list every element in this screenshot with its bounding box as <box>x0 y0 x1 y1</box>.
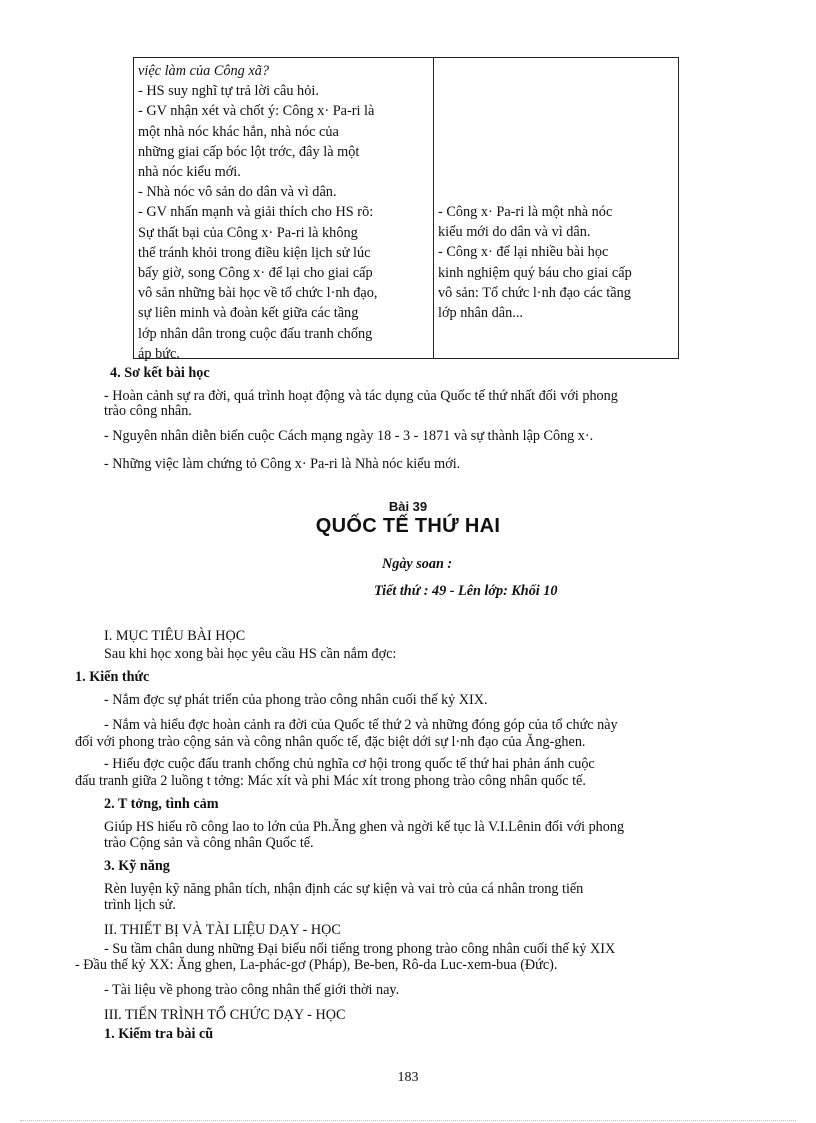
table-left-line: thể tránh khỏi trong điều kiện lịch sử lúc <box>138 244 371 261</box>
summary-item: - Hoàn cảnh sự ra đời, quá trình hoạt động và tác dụng của Quốc tế thứ nhất đối với phong <box>104 388 618 404</box>
subsection-heading: 1. Kiến thức <box>75 669 150 685</box>
section-heading: III. TIẾN TRÌNH TỔ CHỨC DẠY - HỌC <box>104 1007 346 1023</box>
table-left-line: vô sản những bài học về tổ chức l·nh đạo, <box>138 285 378 302</box>
paragraph: Sau khi học xong bài học yêu cầu HS cần nắm đợc: <box>104 646 397 662</box>
table-left-line: sự liên minh và đoàn kết giữa các tầng <box>138 305 359 322</box>
table-right-line: - Công x· Pa-ri là một nhà nóc <box>438 204 613 220</box>
table-right-line: - Công x· để lại nhiều bài học <box>438 244 609 261</box>
table-left-line: lớp nhân dân trong cuộc đấu tranh chống <box>138 325 373 342</box>
summary-heading: 4. Sơ kết bài học <box>110 365 210 381</box>
table-right-line: lớp nhân dân... <box>438 305 523 322</box>
teacher-student-activities-column <box>134 58 434 362</box>
table-right-line: kinh nghiệm quý báu cho giai cấp <box>438 264 632 281</box>
lesson-date: Ngày soan : <box>382 556 453 572</box>
section-heading: II. THIẾT BỊ VÀ TÀI LIỆU DẠY - HỌC <box>104 922 341 938</box>
paragraph: đấu tranh giữa 2 luồng t tởng: Mác xít và phi Mác xít trong phong trào công nhân quốc tế. <box>75 773 586 789</box>
summary-item: trào công nhân. <box>104 403 192 419</box>
paragraph: - Nắm đợc sự phát triển của phong trào công nhân cuối thế kỷ XIX. <box>104 692 488 708</box>
table-right-line: vô sản: Tổ chức l·nh đạo các tầng <box>438 284 631 301</box>
paragraph: - Hiểu đợc cuộc đấu tranh chống chủ nghĩa cơ hội trong quốc tế thứ hai phản ánh cuộc <box>104 756 595 772</box>
paragraph: - Su tầm chân dung những Đại biểu nổi tiếng trong phong trào công nhân cuối thế kỷ XIX <box>104 941 616 957</box>
section-heading: I. MỤC TIÊU BÀI HỌC <box>104 628 246 644</box>
paragraph: Giúp HS hiểu rõ công lao to lớn của Ph.Ăng ghen và ngời kế tục là V.I.Lênin đối với phong <box>104 819 625 835</box>
table-left-line: - GV nhận xét và chốt ý: Công x· Pa-ri là <box>138 103 375 120</box>
activity-table <box>133 57 679 362</box>
table-left-line: Sự thất bại của Công x· Pa-ri là không <box>138 224 358 241</box>
table-left-line: một nhà nóc khác hẳn, nhà nóc của <box>138 123 339 140</box>
key-knowledge-column <box>434 58 678 358</box>
subsection-heading: 2. T tởng, tình cảm <box>104 796 219 812</box>
subsection-heading: 3. Kỹ năng <box>104 858 170 874</box>
table-left-line: áp bức. <box>138 345 180 362</box>
table-left-line: - Nhà nóc vô sản do dân và vì dân. <box>138 184 337 201</box>
subsection-heading: 1. Kiểm tra bài cũ <box>104 1026 214 1042</box>
paragraph: trào Cộng sản và công nhân Quốc tế. <box>104 835 314 851</box>
page-number: 183 <box>397 1070 419 1085</box>
paragraph: - Nắm và hiểu đợc hoàn cảnh ra đời của Quốc tế thứ 2 và những đóng góp của tổ chức này <box>104 717 618 733</box>
table-left-line: - HS suy nghĩ tự trả lời câu hỏi. <box>138 83 319 100</box>
summary-item: - Những việc làm chứng tỏ Công x· Pa-ri là Nhà nóc kiểu mới. <box>104 456 461 472</box>
summary-item: - Nguyên nhân diễn biến cuộc Cách mạng ngày 18 - 3 - 1871 và sự thành lập Công x·. <box>104 428 594 444</box>
lesson-title: QUỐC TẾ THỨ HAI <box>315 515 501 537</box>
paragraph: đối với phong trào cộng sản và công nhân quốc tế, đặc biệt dới sự l·nh đạo của Ăng-ghen. <box>75 734 586 750</box>
paragraph: - Tài liệu về phong trào công nhân thế giới thời nay. <box>104 982 400 998</box>
table-left-line: - GV nhấn mạnh và giải thích cho HS rõ: <box>138 204 374 221</box>
lesson-period: Tiết thứ : 49 - Lên lớp: Khối 10 <box>374 583 558 599</box>
table-left-line: những giai cấp bóc lột trớc, đây là một <box>138 143 360 160</box>
lesson-number: Bài 39 <box>388 499 428 514</box>
table-left-line: bấy giờ, song Công x· để lại cho giai cấp <box>138 265 373 282</box>
paragraph: trình lịch sử. <box>104 897 176 913</box>
page-bottom-border <box>20 1120 796 1121</box>
table-right-line: kiểu mới do dân và vì dân. <box>438 224 591 241</box>
table-left-line: việc làm của Công xã? <box>138 63 270 79</box>
paragraph: Rèn luyện kỹ năng phân tích, nhận định các sự kiện và vai trò của cá nhân trong tiến <box>104 881 584 897</box>
paragraph: - Đầu thế kỷ XX: Ăng ghen, La-phác-gơ (Pháp), Be-ben, Rô-da Luc-xem-bua (Đức). <box>75 957 558 973</box>
table-left-line: nhà nóc kiểu mới. <box>138 164 241 181</box>
